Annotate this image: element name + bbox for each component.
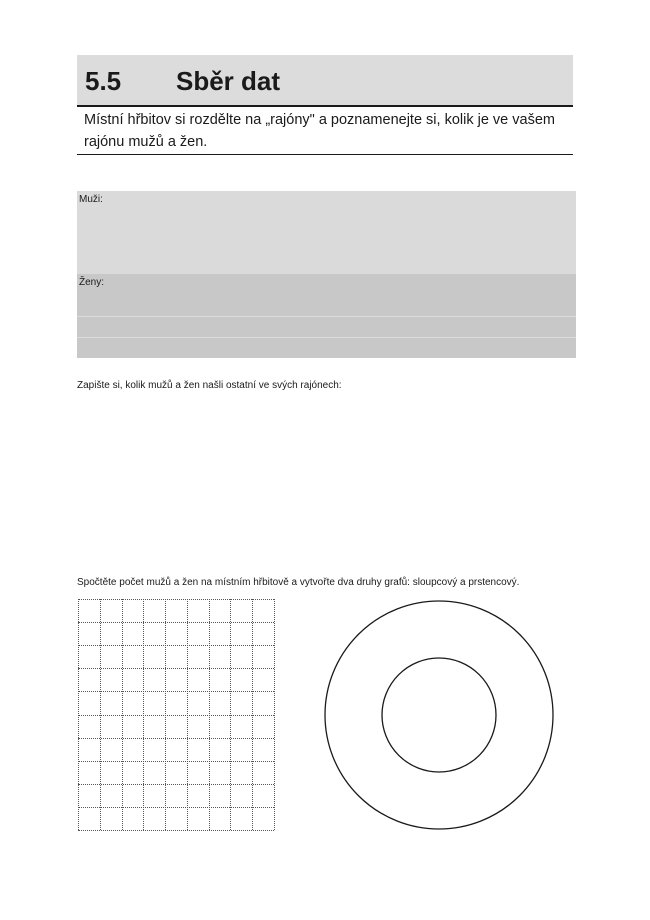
grid-line-horizontal — [78, 784, 274, 785]
women-label: Ženy: — [79, 277, 105, 288]
section-number: 5.5 — [85, 66, 122, 96]
grid-line-horizontal — [78, 622, 274, 623]
section-title: Sběr dat — [176, 66, 281, 96]
grid-line-horizontal — [78, 830, 274, 831]
grid-line-horizontal — [78, 715, 274, 716]
men-count-field[interactable] — [77, 191, 576, 274]
grid-line-vertical — [274, 599, 275, 830]
grid-line-horizontal — [78, 738, 274, 739]
donut-outer-circle — [325, 601, 553, 829]
grid-line-horizontal — [78, 645, 274, 646]
intro-text: Místní hřbitov si rozdělte na „rajóny" a poznamenejte si, kolik je ve vašem rajónu mužů a žen. — [84, 112, 555, 150]
donut-chart-template[interactable] — [323, 599, 555, 831]
grid-line-horizontal — [78, 599, 274, 600]
charts-instruction: Spočtěte počet mužů a žen na místním hřbitově a vytvořte dva druhy grafů: sloupcový a prstencový. — [77, 577, 520, 588]
women-count-field[interactable] — [77, 274, 576, 358]
section-header — [77, 55, 573, 107]
grid-line-horizontal — [78, 668, 274, 669]
grid-line-horizontal — [78, 691, 274, 692]
intro-divider — [77, 154, 573, 155]
donut-inner-circle — [382, 658, 496, 772]
women-row-divider — [77, 316, 576, 317]
bar-chart-grid[interactable] — [78, 599, 274, 830]
others-instruction: Zapište si, kolik mužů a žen našli ostatní ve svých rajónech: — [77, 380, 342, 391]
grid-line-horizontal — [78, 807, 274, 808]
women-row-divider — [77, 337, 576, 338]
men-label: Muži: — [79, 194, 103, 205]
grid-line-horizontal — [78, 761, 274, 762]
